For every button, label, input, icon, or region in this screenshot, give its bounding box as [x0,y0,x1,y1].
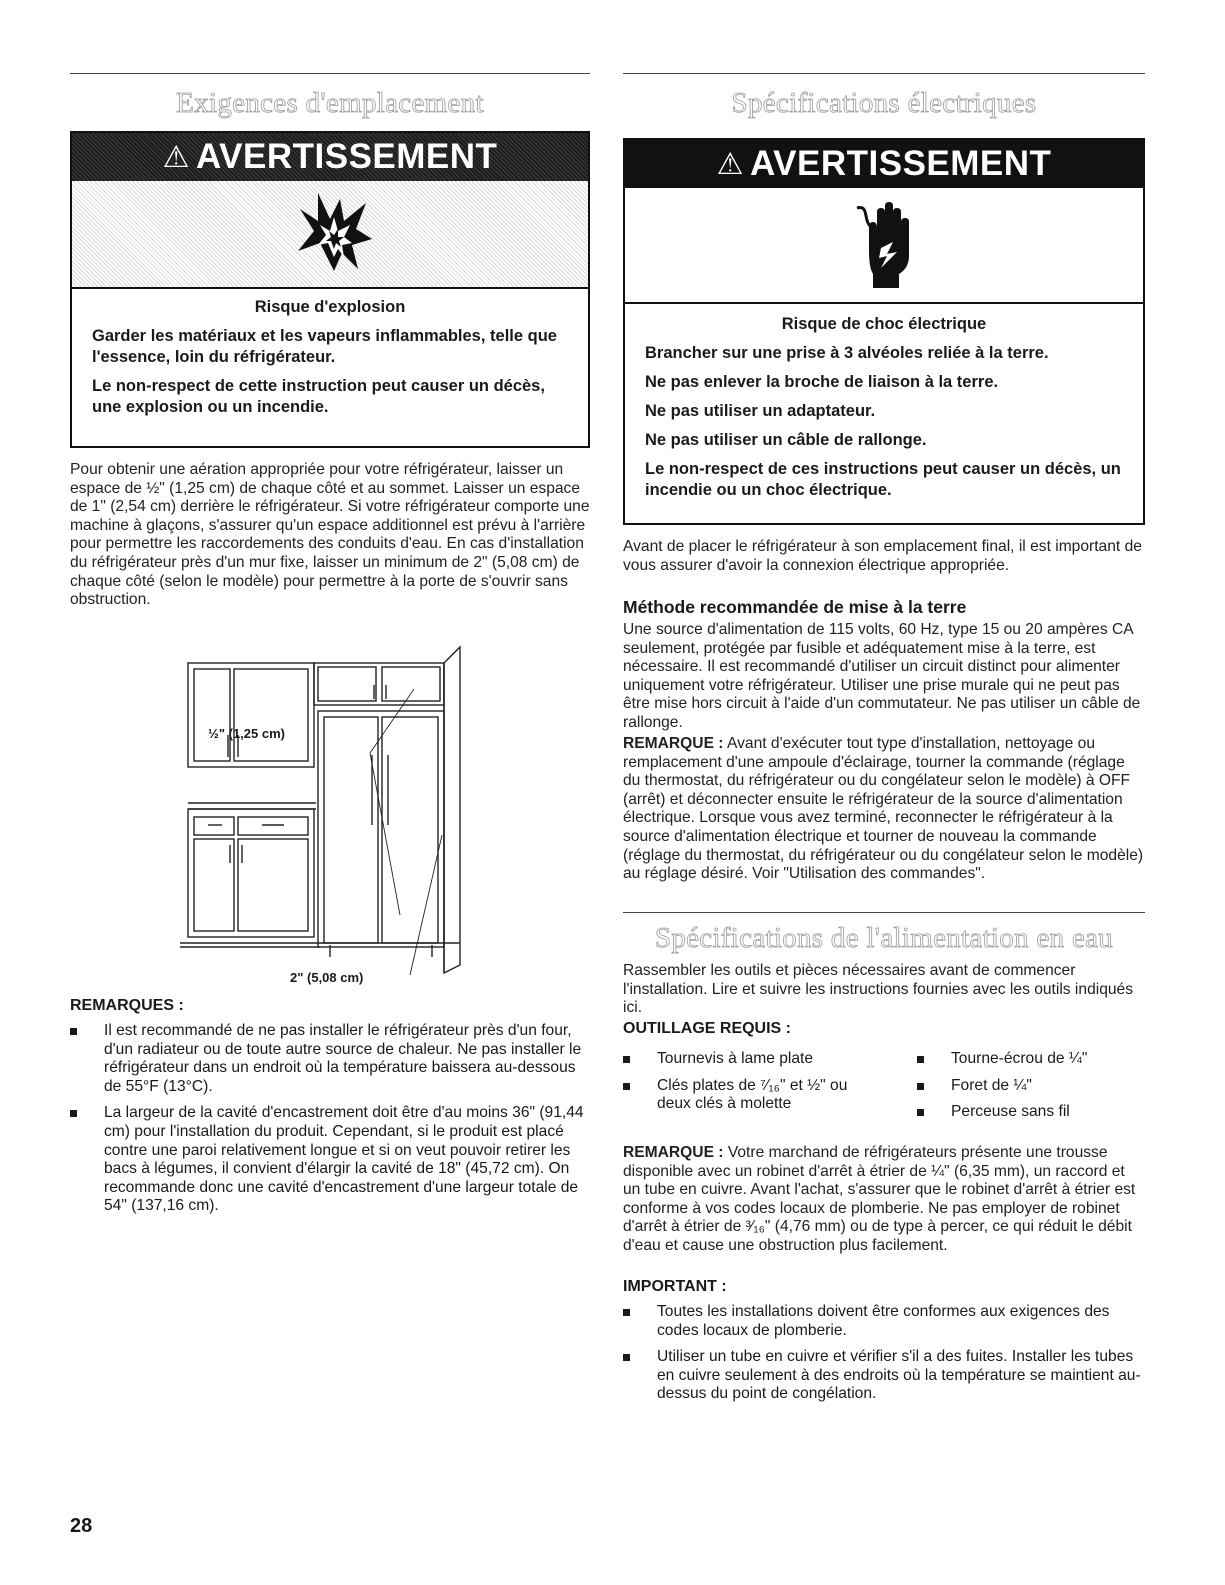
warning-triangle-icon: ⚠ [162,140,190,174]
warning-line: Garder les matériaux et les vapeurs inflammables, telle que l'essence, loin du réfrigérateur. [92,327,557,366]
intro-paragraph: Pour obtenir une aération appropriée pour votre réfrigérateur, laisser un espace de ½" (1,25 cm) de chaque côté et au sommet. Laisser un espace de 1" (2,54 cm) derrière le réfrigérateur. Si votre réfrigérateur comporte une machine à glaçons, s'assurer qu'un espace additionnel est prévu à l'arrière pour permettre les raccordements des conduits d'eau. En cas d'installation du réfrigérateur près d'un mur fixe, laisser un minimum de 2" (5,08 cm) de chaque côté (selon le modèle) pour permettre à la porte de s'ouvrir sans obstruction. [70,461,590,609]
list-item: Tourne-écrou de ¼" [917,1050,1145,1069]
list-item: Perceuse sans fil [917,1103,1145,1122]
placement-intro [70,461,590,610]
tools-title: OUTILLAGE REQUIS : [623,1020,791,1037]
important-list [623,1303,1145,1412]
note-paragraph [623,735,1145,884]
clearance-label-top: ½" (1,25 cm) [208,726,285,741]
warning-triangle-icon: ⚠ [716,147,744,181]
list-item: Il est recommandé de ne pas installer le réfrigérateur près d'un four, d'un radiateur ou de toute autre source de chaleur. Ne pas installer le réfrigérateur dans un endroit où la température baissera au-dessous de 55°F (13°C). [70,1022,590,1096]
top-rule [70,73,590,74]
list-item: Toutes les installations doivent être conformes aux exigences des codes locaux de plomberie. [623,1303,1145,1340]
tools-list-left [623,1050,883,1122]
list-item: Clés plates de ⁷⁄₁₆" et ½" ou deux clés à molette [623,1077,883,1114]
warning-line: Ne pas utiliser un câble de rallonge. [645,431,927,449]
electric-shock-icon [851,198,915,294]
grounding-paragraph: Une source d'alimentation de 115 volts, 60 Hz, type 15 ou 20 ampères CA seulement, protégée par fusible et adéquatement mise à la terre, est nécessaire. Il est recommandé d'utiliser un circuit distinct pour alimenter uniquement votre réfrigérateur. Utiliser une prise murale qui ne peut pas être mise hors circuit à l'aide d'un commutateur. Ne pas utiliser un câble de rallonge. [623,621,1141,731]
warning-line: Le non-respect de cette instruction peut causer un décès, une explosion ou un incendie. [92,377,545,416]
important-title: IMPORTANT : [623,1278,727,1295]
tools-list-right [917,1050,1145,1130]
warning-line: Ne pas utiliser un adaptateur. [645,402,876,420]
water-intro-paragraph: Rassembler les outils et pièces nécessaires avant de commencer l'installation. Lire et suivre les instructions fournies avec les outils indiqués ici. [623,962,1134,1017]
shock-warning-box [623,138,1145,525]
clearance-label-bottom: 2" (5,08 cm) [290,970,364,985]
list-item: Foret de ¼" [917,1077,1145,1096]
warning-body [72,289,588,436]
section-title-placement: Exigences d'emplacement [176,87,484,119]
warning-line: Brancher sur une prise à 3 alvéoles reliée à la terre. [645,344,1049,362]
note-label: REMARQUE : [623,735,724,752]
note-text: Votre marchand de réfrigérateurs présente une trousse disponible avec un robinet d'arrêt à étrier de ¼" (6,35 mm), un raccord et un tube en cuivre. Avant l'achat, s'assurer que le robinet d'arrêt à étrier est conforme à vos codes locaux de plomberie. Ne pas employer de robinet d'arrêt à étrier de ³⁄₁₆" (4,76 mm) ou de type à percer, ce qui réduit le débit d'eau et cause une obstruction plus facilement. [623,1144,1136,1254]
page-number: 28 [70,1515,93,1537]
warning-header [72,133,588,181]
grounding-title: Méthode recommandée de mise à la terre [623,597,967,617]
note-text: Avant d'exécuter tout type d'installation, nettoyage ou remplacement d'une ampoule d'éclairage, tourner la commande (réglage du thermostat, du réfrigérateur ou du congélateur selon le modèle) à OFF (arrêt) et déconnecter ensuite le réfrigérateur de la source d'alimentation électrique. Lorsque vous avez terminé, reconnecter le réfrigérateur à la source d'alimentation électrique et tourner de nouveau la commande (réglage du thermostat, du réfrigérateur ou du congélateur selon le modèle) au réglage désiré. Voir "Utilisation des commandes". [623,735,1144,883]
clearance-diagram [180,645,480,985]
list-item: Tournevis à lame plate [623,1050,883,1069]
list-item: Utiliser un tube en cuivre et vérifier s'il a des fuites. Installer les tubes en cuivre seulement à des endroits où la température se maintient au-dessus du point de congélation. [623,1348,1145,1404]
section-rule [623,912,1145,913]
electrical-intro [623,538,1145,575]
warning-heading: Risque d'explosion [254,298,406,316]
list-item: La largeur de la cavité d'encastrement doit être d'au moins 36" (91,44 cm) pour l'installation du produit. Cependant, si le produit est placé contre une paroi relativement longue et si on veut pouvoir retirer les bacs à légumes, il convient d'élargir la cavité de 18" (45,72 cm). On recommande donc une cavité d'encastrement d'une largeur totale de 54" (137,16 cm). [70,1104,590,1216]
top-rule [623,73,1145,74]
section-title-electrical: Spécifications électriques [731,87,1037,119]
section-title-water: Spécifications de l'alimentation en eau [654,922,1114,954]
shock-picture-area [625,188,1143,304]
warning-header-label: AVERTISSEMENT [195,137,498,176]
explosion-warning-box [70,131,590,448]
explosion-picture-area [72,181,588,289]
note-label: REMARQUE : [623,1144,724,1161]
explosion-icon [294,191,374,275]
intro-paragraph: Avant de placer le réfrigérateur à son emplacement final, il est important de vous assurer d'avoir la connexion électrique appropriée. [623,538,1142,574]
warning-line: Le non-respect de ces instructions peut causer un décès, un incendie ou un choc électrique. [645,460,1121,499]
water-intro [623,962,1145,1018]
note-paragraph [623,1144,1145,1256]
grounding-text [623,621,1145,733]
warning-header-label: AVERTISSEMENT [749,144,1052,183]
notes-list [70,1022,590,1224]
warning-header [625,140,1143,188]
warning-body [625,304,1143,519]
warning-heading: Risque de choc électrique [781,315,987,333]
warning-line: Ne pas enlever la broche de liaison à la terre. [645,373,999,391]
notes-title: REMARQUES : [70,997,184,1014]
